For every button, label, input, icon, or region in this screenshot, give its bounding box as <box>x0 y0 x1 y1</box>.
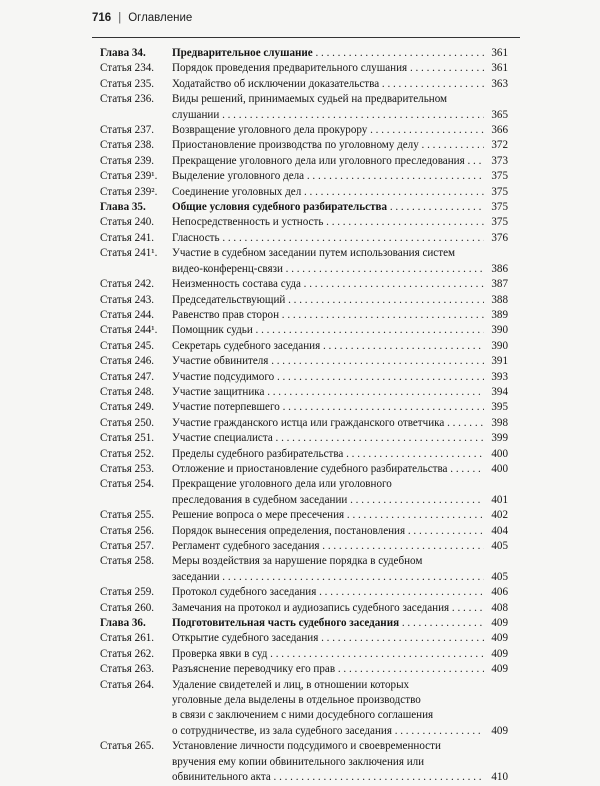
toc-article-entry[interactable] <box>100 138 508 153</box>
entry-page-number: 387 <box>491 278 508 291</box>
entry-page-number: 408 <box>491 601 508 614</box>
toc-article-entry[interactable] <box>100 678 508 740</box>
toc-article-entry[interactable] <box>100 647 508 662</box>
entry-page-number: 406 <box>491 586 508 599</box>
entry-page-number: 405 <box>491 540 508 552</box>
entry-page-number: 365 <box>491 108 508 121</box>
entry-page-number: 375 <box>491 185 508 198</box>
toc-article-entry[interactable] <box>100 739 508 785</box>
entry-label: Статья 265. <box>100 740 155 753</box>
toc-article-entry[interactable] <box>100 462 508 477</box>
toc-article-entry[interactable] <box>100 354 508 369</box>
entry-label: Глава 35. <box>100 201 146 214</box>
entry-title: Отложение и приостановление судебного разбирательства . . . <box>172 462 484 477</box>
entry-title-line: Прекращение уголовного дела или уголовного <box>172 478 392 491</box>
entry-label: Статья 246. <box>100 355 155 368</box>
entry-title-line: Установление личности подсудимого и своевременности <box>172 740 441 753</box>
entry-label: Статья 237. <box>100 124 155 137</box>
entry-label: Статья 244. <box>100 308 155 321</box>
toc-article-entry[interactable] <box>100 92 508 123</box>
entry-title: слушании . . . <box>172 108 484 123</box>
entry-label: Статья 240. <box>100 216 155 229</box>
entry-title: Решение вопроса о мере пресечения . . . <box>172 508 484 523</box>
toc-article-entry[interactable] <box>100 154 508 169</box>
entry-label: Статья 255. <box>100 509 155 522</box>
entry-title-line: Удаление свидетелей и лиц, в отношении которых <box>172 678 410 691</box>
entry-label: Статья 252. <box>100 447 155 460</box>
entry-label: Статья 262. <box>100 647 155 660</box>
entry-page-number: 398 <box>491 416 508 429</box>
toc-article-entry[interactable] <box>100 339 508 354</box>
running-header <box>92 12 192 24</box>
entry-label: Статья 243. <box>100 293 155 306</box>
entry-title: Регламент судебного заседания . . . <box>172 539 484 554</box>
entry-label: Статья 238. <box>100 139 155 152</box>
toc-article-entry[interactable] <box>100 508 508 523</box>
entry-title-line: вручения ему копии обвинительного заключения или <box>172 755 425 768</box>
entry-title: Гласность . . . <box>172 231 484 246</box>
entry-title: видео-конференц-связи . . . <box>172 262 484 277</box>
entry-title: Пределы судебного разбирательства . . . <box>172 447 484 462</box>
entry-label: Статья 256. <box>100 524 155 537</box>
toc-article-entry[interactable] <box>100 400 508 415</box>
entry-page-number: 375 <box>491 216 508 229</box>
entry-title: Порядок вынесения определения, постановления . . . <box>172 524 484 539</box>
header-separator: | <box>118 12 122 24</box>
entry-page-number: 372 <box>491 139 508 152</box>
entry-page-number: 361 <box>491 62 508 75</box>
entry-label: Статья 239. <box>100 154 155 167</box>
header-rule <box>92 37 520 38</box>
entry-page-number: 410 <box>491 771 508 784</box>
toc-article-entry[interactable] <box>100 554 508 585</box>
entry-page-number: 401 <box>491 493 508 506</box>
toc-article-entry[interactable] <box>100 631 508 646</box>
entry-title: Участие гражданского истца или гражданского ответчика . . . <box>172 416 484 431</box>
entry-page-number: 409 <box>491 617 508 630</box>
entry-title-line: в связи с заключением с ними досудебного соглашения <box>172 709 434 722</box>
entry-title-line: Виды решений, принимаемых судьей на предварительном <box>172 93 448 106</box>
entry-title: Участие защитника . . . <box>172 385 484 400</box>
entry-label: Статья 259. <box>100 586 155 599</box>
entry-label: Статья 263. <box>100 663 155 676</box>
entry-page-number: 395 <box>491 401 508 414</box>
entry-title: Открытие судебного заседания . . . <box>172 631 484 646</box>
toc-article-entry[interactable] <box>100 215 508 230</box>
entry-page-number: 405 <box>491 570 508 583</box>
entry-title: Равенство прав сторон . . . <box>172 308 484 323</box>
entry-label: Статья 235. <box>100 77 155 90</box>
entry-label: Статья 241¹. <box>100 247 158 260</box>
entry-title: Секретарь судебного заседания . . . <box>172 339 484 354</box>
entry-page-number: 400 <box>491 447 508 460</box>
entry-title-line: Меры воздействия за нарушение порядка в судебном <box>172 555 423 568</box>
toc-chapter-entry[interactable] <box>100 616 508 631</box>
table-of-contents <box>100 46 508 786</box>
entry-label: Статья 249. <box>100 401 155 414</box>
entry-label: Статья 241. <box>100 231 155 244</box>
entry-page-number: 361 <box>491 47 508 59</box>
entry-title: Участие специалиста . . . <box>172 431 484 446</box>
toc-article-entry[interactable] <box>100 385 508 400</box>
entry-title: Выделение уголовного дела . . . <box>172 169 484 184</box>
entry-title: обвинительного акта . . . <box>172 770 484 785</box>
entry-title: Подготовительная часть судебного заседания . . . <box>172 616 484 631</box>
entry-label: Статья 247. <box>100 370 155 383</box>
entry-page-number: 409 <box>491 647 508 660</box>
entry-page-number: 409 <box>491 663 508 676</box>
entry-page-number: 390 <box>491 324 508 337</box>
toc-article-entry[interactable] <box>100 231 508 246</box>
entry-title: преследования в судебном заседании . . . <box>172 493 484 508</box>
entry-page-number: 373 <box>491 154 508 167</box>
entry-title: Протокол судебного заседания . . . <box>172 585 484 600</box>
entry-title: Соединение уголовных дел . . . <box>172 185 484 200</box>
entry-title: Председательствующий . . . <box>172 293 484 308</box>
entry-page-number: 363 <box>491 77 508 90</box>
toc-article-entry[interactable] <box>100 431 508 446</box>
entry-label: Статья 244¹. <box>100 324 158 337</box>
entry-page-number: 399 <box>491 432 508 445</box>
entry-label: Статья 264. <box>100 678 155 691</box>
toc-article-entry[interactable] <box>100 61 508 76</box>
entry-page-number: 375 <box>491 170 508 183</box>
entry-label: Статья 234. <box>100 62 155 75</box>
toc-chapter-entry[interactable] <box>100 46 508 61</box>
toc-article-entry[interactable] <box>100 308 508 323</box>
page-number: 716 <box>92 12 112 24</box>
header-section-title: Оглавление <box>128 12 193 24</box>
entry-title: Замечания на протокол и аудиозапись судебного заседания . . . <box>172 601 484 616</box>
entry-label: Статья 242. <box>100 278 155 291</box>
entry-title: Ходатайство об исключении доказательства . . . <box>172 77 484 92</box>
entry-title: Помощник судьи . . . <box>172 323 484 338</box>
entry-title: Предварительное слушание . . . <box>172 46 484 61</box>
entry-title: Участие потерпевшего . . . <box>172 400 484 415</box>
toc-article-entry[interactable] <box>100 293 508 308</box>
toc-article-entry[interactable] <box>100 601 508 616</box>
entry-label: Глава 36. <box>100 617 146 630</box>
toc-article-entry[interactable] <box>100 416 508 431</box>
entry-page-number: 376 <box>491 231 508 244</box>
entry-label: Статья 245. <box>100 339 155 352</box>
toc-article-entry[interactable] <box>100 185 508 200</box>
entry-page-number: 391 <box>491 355 508 368</box>
entry-page-number: 400 <box>491 462 508 475</box>
toc-article-entry[interactable] <box>100 585 508 600</box>
entry-page-number: 390 <box>491 339 508 352</box>
entry-title: заседании . . . <box>172 570 484 585</box>
entry-label: Статья 251. <box>100 432 155 445</box>
entry-label: Статья 253. <box>100 462 155 475</box>
entry-title: Порядок проведения предварительного слушания . . . <box>172 61 484 76</box>
entry-title: Проверка явки в суд . . . <box>172 647 484 662</box>
toc-article-entry[interactable] <box>100 477 508 508</box>
entry-label: Статья 261. <box>100 632 155 645</box>
entry-page-number: 386 <box>491 262 508 275</box>
toc-article-entry[interactable] <box>100 447 508 462</box>
entry-title-line: Участие в судебном заседании путем использования систем <box>172 247 456 260</box>
toc-article-entry[interactable] <box>100 77 508 92</box>
entry-label: Статья 236. <box>100 93 155 106</box>
entry-title: Участие обвинителя . . . <box>172 354 484 369</box>
entry-page-number: 394 <box>491 385 508 398</box>
entry-label: Статья 250. <box>100 416 155 429</box>
toc-article-entry[interactable] <box>100 323 508 338</box>
entry-title: о сотрудничестве, из зала судебного заседания . . . <box>172 724 484 739</box>
entry-title-line: уголовные дела выделены в отдельное производство <box>172 694 421 707</box>
entry-label: Статья 258. <box>100 555 155 568</box>
entry-label: Статья 257. <box>100 540 155 552</box>
toc-article-entry[interactable] <box>100 123 508 138</box>
entry-title: Участие подсудимого . . . <box>172 370 484 385</box>
entry-title: Разъяснение переводчику его прав . . . <box>172 662 484 677</box>
entry-page-number: 402 <box>491 509 508 522</box>
entry-page-number: 388 <box>491 293 508 306</box>
entry-title: Неизменность состава суда . . . <box>172 277 484 292</box>
entry-title: Приостановление производства по уголовному делу . . . <box>172 138 484 153</box>
toc-chapter-entry[interactable] <box>100 200 508 215</box>
toc-article-entry[interactable] <box>100 169 508 184</box>
entry-page-number: 409 <box>491 724 508 737</box>
toc-article-entry[interactable] <box>100 524 508 539</box>
entry-label: Статья 239¹. <box>100 170 158 183</box>
entry-label: Статья 239². <box>100 185 158 198</box>
entry-page-number: 375 <box>491 201 508 214</box>
entry-label: Статья 254. <box>100 478 155 491</box>
entry-title: Возвращение уголовного дела прокурору . . . <box>172 123 484 138</box>
entry-page-number: 393 <box>491 370 508 383</box>
entry-page-number: 366 <box>491 124 508 137</box>
toc-article-entry[interactable] <box>100 246 508 277</box>
entry-label: Статья 248. <box>100 385 155 398</box>
entry-title: Непосредственность и устность . . . <box>172 215 484 230</box>
toc-article-entry[interactable] <box>100 277 508 292</box>
entry-title: Общие условия судебного разбирательства . . . <box>172 200 484 215</box>
toc-article-entry[interactable] <box>100 539 508 554</box>
entry-page-number: 389 <box>491 308 508 321</box>
entry-page-number: 404 <box>491 524 508 537</box>
entry-page-number: 409 <box>491 632 508 645</box>
entry-label: Статья 260. <box>100 601 155 614</box>
entry-label: Глава 34. <box>100 47 146 59</box>
toc-article-entry[interactable] <box>100 662 508 677</box>
toc-article-entry[interactable] <box>100 370 508 385</box>
entry-title: Прекращение уголовного дела или уголовного преследования . . . <box>172 154 484 169</box>
